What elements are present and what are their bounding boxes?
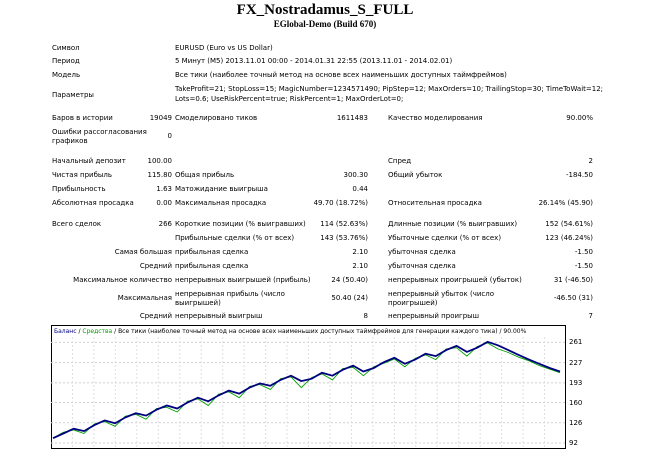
params-line1: TakeProfit=21; StopLoss=15; MagicNumber=1234571490; PipStep=12; MaxOrders=10; TrailingStop=30; TimeToWait=12; [175, 85, 604, 93]
legend-balance: Баланс [54, 328, 77, 335]
trades-label: Всего сделок [52, 220, 102, 228]
errors-value: 0 [167, 132, 172, 140]
gross-profit-value: 300.30 [343, 171, 368, 179]
max-dd-value: 49.70 (18.72%) [313, 199, 368, 207]
average-profit-label: прибыльная сделка [175, 262, 249, 270]
gross-loss-value: -184.50 [565, 171, 593, 179]
y-tick-label: 126 [569, 418, 583, 427]
gross-loss-label: Общий убыток [388, 171, 443, 179]
maximal-label: Максимальная [117, 294, 172, 302]
short-label: Короткие позиции (% выигравших) [175, 220, 306, 228]
period-label: Период [52, 57, 80, 65]
abs-dd-value: 0.00 [156, 199, 172, 207]
avg-wins-value: 8 [363, 312, 368, 320]
net-label: Чистая прибыль [52, 171, 113, 179]
ticks-label: Смоделировано тиков [175, 114, 258, 122]
loss-trades-value: 123 (46.24%) [545, 234, 593, 242]
average-label: Средний [139, 262, 172, 270]
largest-profit-value: 2.10 [352, 248, 368, 256]
largest-profit-label: прибыльная сделка [175, 248, 249, 256]
model-label: Модель [52, 71, 81, 79]
legend-rest: / Все тики (наиболее точный метод на основе всех наименьших доступных таймфреймов для генерации каждого тика) / 90.00% [112, 328, 527, 335]
net-value: 115.80 [147, 171, 172, 179]
y-tick-label: 160 [569, 398, 583, 407]
average-profit-value: 2.10 [352, 262, 368, 270]
long-label: Длинные позиции (% выигравших) [388, 220, 518, 228]
legend-equity: Средства [82, 328, 113, 335]
legend-sep: / [76, 328, 83, 335]
y-tick-label: 193 [569, 378, 583, 387]
spread-value: 2 [588, 157, 593, 165]
balance-line [53, 342, 560, 438]
chart-legend [54, 327, 526, 336]
expect-value: 0.44 [352, 185, 368, 193]
params-label: Параметры [52, 91, 94, 99]
quality-value: 90.00% [566, 114, 593, 122]
short-value: 114 (52.63%) [320, 220, 368, 228]
avg-wins-label: непрерывный выигрыш [175, 312, 263, 320]
y-tick-label: 92 [569, 439, 578, 447]
avg2-label: Средний [139, 312, 172, 320]
symbol-label: Символ [52, 44, 80, 52]
model-value: Все тики (наиболее точный метод на основе всех наименьших доступных таймфреймов) [175, 71, 507, 79]
avg-losses-value: 7 [588, 312, 593, 320]
largest-loss-label: убыточная сделка [388, 248, 456, 256]
maxcons-loss-value: -46.50 (31) [553, 294, 593, 302]
abs-dd-label: Абсолютная просадка [52, 199, 134, 207]
trades-value: 266 [158, 220, 172, 228]
expect-label: Матожидание выигрыша [175, 185, 268, 193]
largest-label: Самая большая [114, 248, 172, 256]
largest-loss-value: -1.50 [574, 248, 593, 256]
maxcons-profit-label: непрерывная прибыль (число выигрышей) [175, 290, 285, 307]
maxcons-loss-label: непрерывный убыток (число проигрышей) [388, 290, 495, 307]
y-tick-label: 261 [569, 338, 583, 347]
maxcons-wins-value: 24 (50.40) [331, 276, 368, 284]
gross-profit-label: Общая прибыль [175, 171, 235, 179]
quality-label: Качество моделирования [388, 114, 483, 122]
pf-label: Прибыльность [52, 185, 106, 193]
chart-plot [51, 325, 566, 449]
deposit-label: Начальный депозит [52, 157, 126, 165]
maxcons-profit-value: 50.40 (24) [331, 294, 368, 302]
maxcons-losses-value: 31 (-46.50) [553, 276, 593, 284]
bars-value: 19049 [149, 114, 172, 122]
average-loss-value: -1.50 [574, 262, 593, 270]
y-tick-label: 227 [569, 358, 583, 367]
avg-losses-label: непрерывный проигрыш [388, 312, 480, 320]
pf-value: 1.63 [156, 185, 172, 193]
maxcount-label: Максимальное количество [73, 276, 172, 284]
average-loss-label: убыточная сделка [388, 262, 456, 270]
ticks-value: 1611483 [336, 114, 368, 122]
bars-label: Баров в истории [52, 114, 113, 122]
params-line2: Lots=0.6; UseRiskPercent=true; RiskPercent=1; MaxOrderLot=0; [175, 95, 404, 103]
max-dd-label: Максимальная просадка [175, 199, 267, 207]
maxcons-losses-label: непрерывных проигрышей (убыток) [388, 276, 522, 284]
report-subtitle: EGlobal-Demo (Build 670) [273, 19, 377, 29]
profit-trades-value: 143 (53.76%) [320, 234, 368, 242]
period-value: 5 Минут (M5) 2013.11.01 00:00 - 2014.01.31 22:55 (2013.11.01 - 2014.02.01) [175, 57, 453, 65]
equity-line [53, 343, 560, 438]
profit-trades-label: Прибыльные сделки (% от всех) [175, 234, 295, 242]
rel-dd-label: Относительная просадка [388, 199, 482, 207]
deposit-value: 100.00 [147, 157, 172, 165]
long-value: 152 (54.61%) [545, 220, 593, 228]
symbol-value: EURUSD (Euro vs US Dollar) [175, 44, 273, 52]
report-title: FX_Nostradamus_S_FULL [236, 2, 414, 18]
spread-label: Спред [388, 157, 412, 165]
rel-dd-value: 26.14% (45.90) [538, 199, 593, 207]
loss-trades-label: Убыточные сделки (% от всех) [388, 234, 502, 242]
errors-label: Ошибки рассогласования графиков [52, 128, 147, 145]
maxcons-wins-label: непрерывных выигрышей (прибыль) [175, 276, 311, 284]
